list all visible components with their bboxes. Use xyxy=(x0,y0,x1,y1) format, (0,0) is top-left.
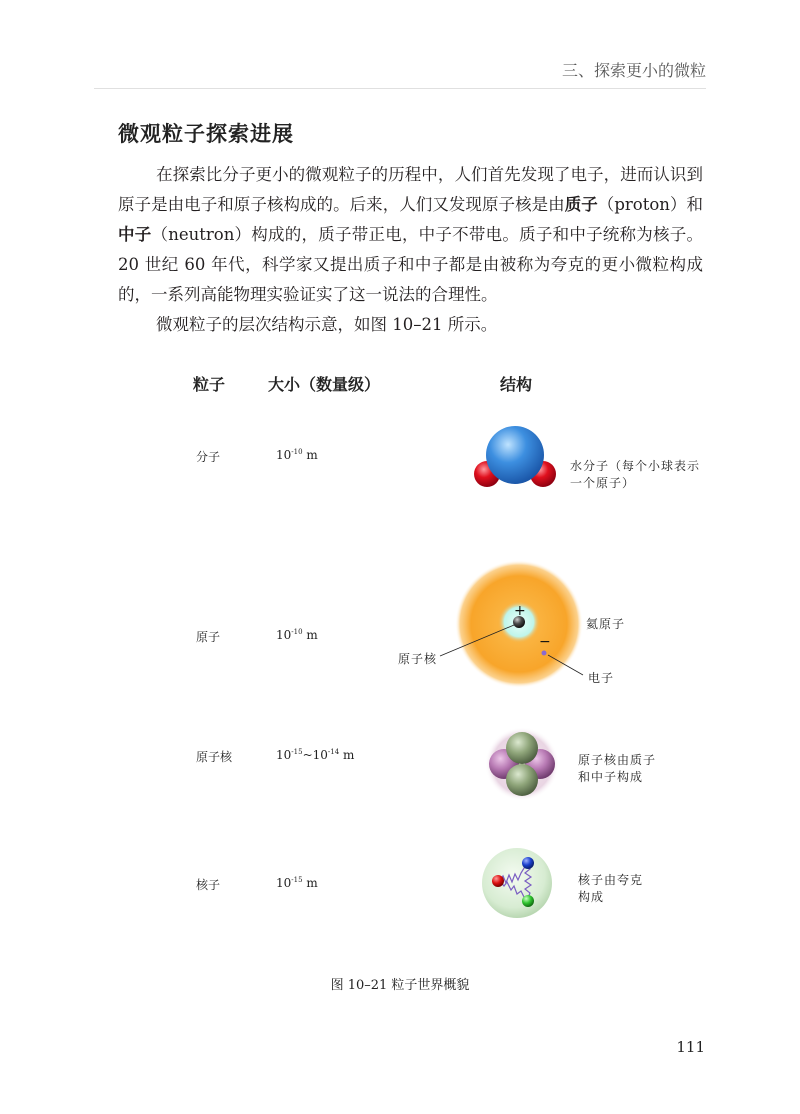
water-molecule-note: 水分子（每个小球表示 一个原子） xyxy=(570,459,701,490)
column-header-particle: 粒子 xyxy=(193,375,226,394)
page-number: 111 xyxy=(676,1038,705,1056)
quark-red xyxy=(492,875,504,887)
helium-atom-label: 氦原子 xyxy=(586,617,626,631)
nucleus-note: 原子核由质子 和中子构成 xyxy=(578,753,657,784)
nucleus-label: 原子核 xyxy=(398,652,438,666)
running-header: 三、探索更小的微粒 xyxy=(561,61,706,80)
helium-nucleus-diagram xyxy=(484,726,560,802)
para2-text: 微观粒子的层次结构示意，如图 10–21 所示。 xyxy=(156,315,498,334)
term-proton: 质子 xyxy=(564,195,598,214)
row-nucleus-size: $10^{-15}\sim 10^{-14}$ m xyxy=(276,748,355,762)
nucleus-charge-plus: + xyxy=(514,603,526,619)
nucleon-quark-diagram xyxy=(480,846,554,920)
row-molecule-size: $10^{-10}$ m xyxy=(276,448,318,462)
electron-label: 电子 xyxy=(588,671,615,685)
nucleus-leader-line xyxy=(440,625,514,656)
row-nucleon-name: 核子 xyxy=(196,878,221,892)
row-molecule-name: 分子 xyxy=(196,450,221,464)
column-header-size: 大小（数量级） xyxy=(268,375,381,394)
neutron-top xyxy=(506,732,538,764)
row-nucleus-name: 原子核 xyxy=(196,750,233,764)
para1-text-a: 在探索比分子更小的微观粒子的历程中，人们首先发现了电子，进而认识到原子是由电子和原子核构成的。后来，人们又发现原子核是由 xyxy=(118,165,703,214)
section-title: 微观粒子探索进展 xyxy=(118,122,294,146)
row-atom-size: $10^{-10}$ m xyxy=(276,628,318,642)
neutron-bottom xyxy=(506,764,538,796)
electron-leader-line xyxy=(548,655,583,675)
row-atom-name: 原子 xyxy=(196,630,221,644)
para1-text-c: （neutron）构成的，质子带正电，中子不带电。质子和中子统称为核子。20 世纪 60 年代，科学家又提出质子和中子都是由被称为夸克的更小微粒构成的，一系列高能物理实验证实了这一说法的合理性。 xyxy=(118,225,703,304)
term-neutron: 中子 xyxy=(118,225,152,244)
electron-charge-minus: − xyxy=(539,634,551,650)
row-nucleon-size: $10^{-15}$ m xyxy=(276,876,318,890)
para1-text-b: （proton）和 xyxy=(597,195,704,214)
nucleon-note: 核子由夸克 构成 xyxy=(578,873,644,904)
column-header-structure: 结构 xyxy=(500,375,533,394)
quark-blue xyxy=(522,857,534,869)
figure-caption: 图 10–21 粒子世界概貌 xyxy=(330,978,470,993)
quark-green xyxy=(522,895,534,907)
